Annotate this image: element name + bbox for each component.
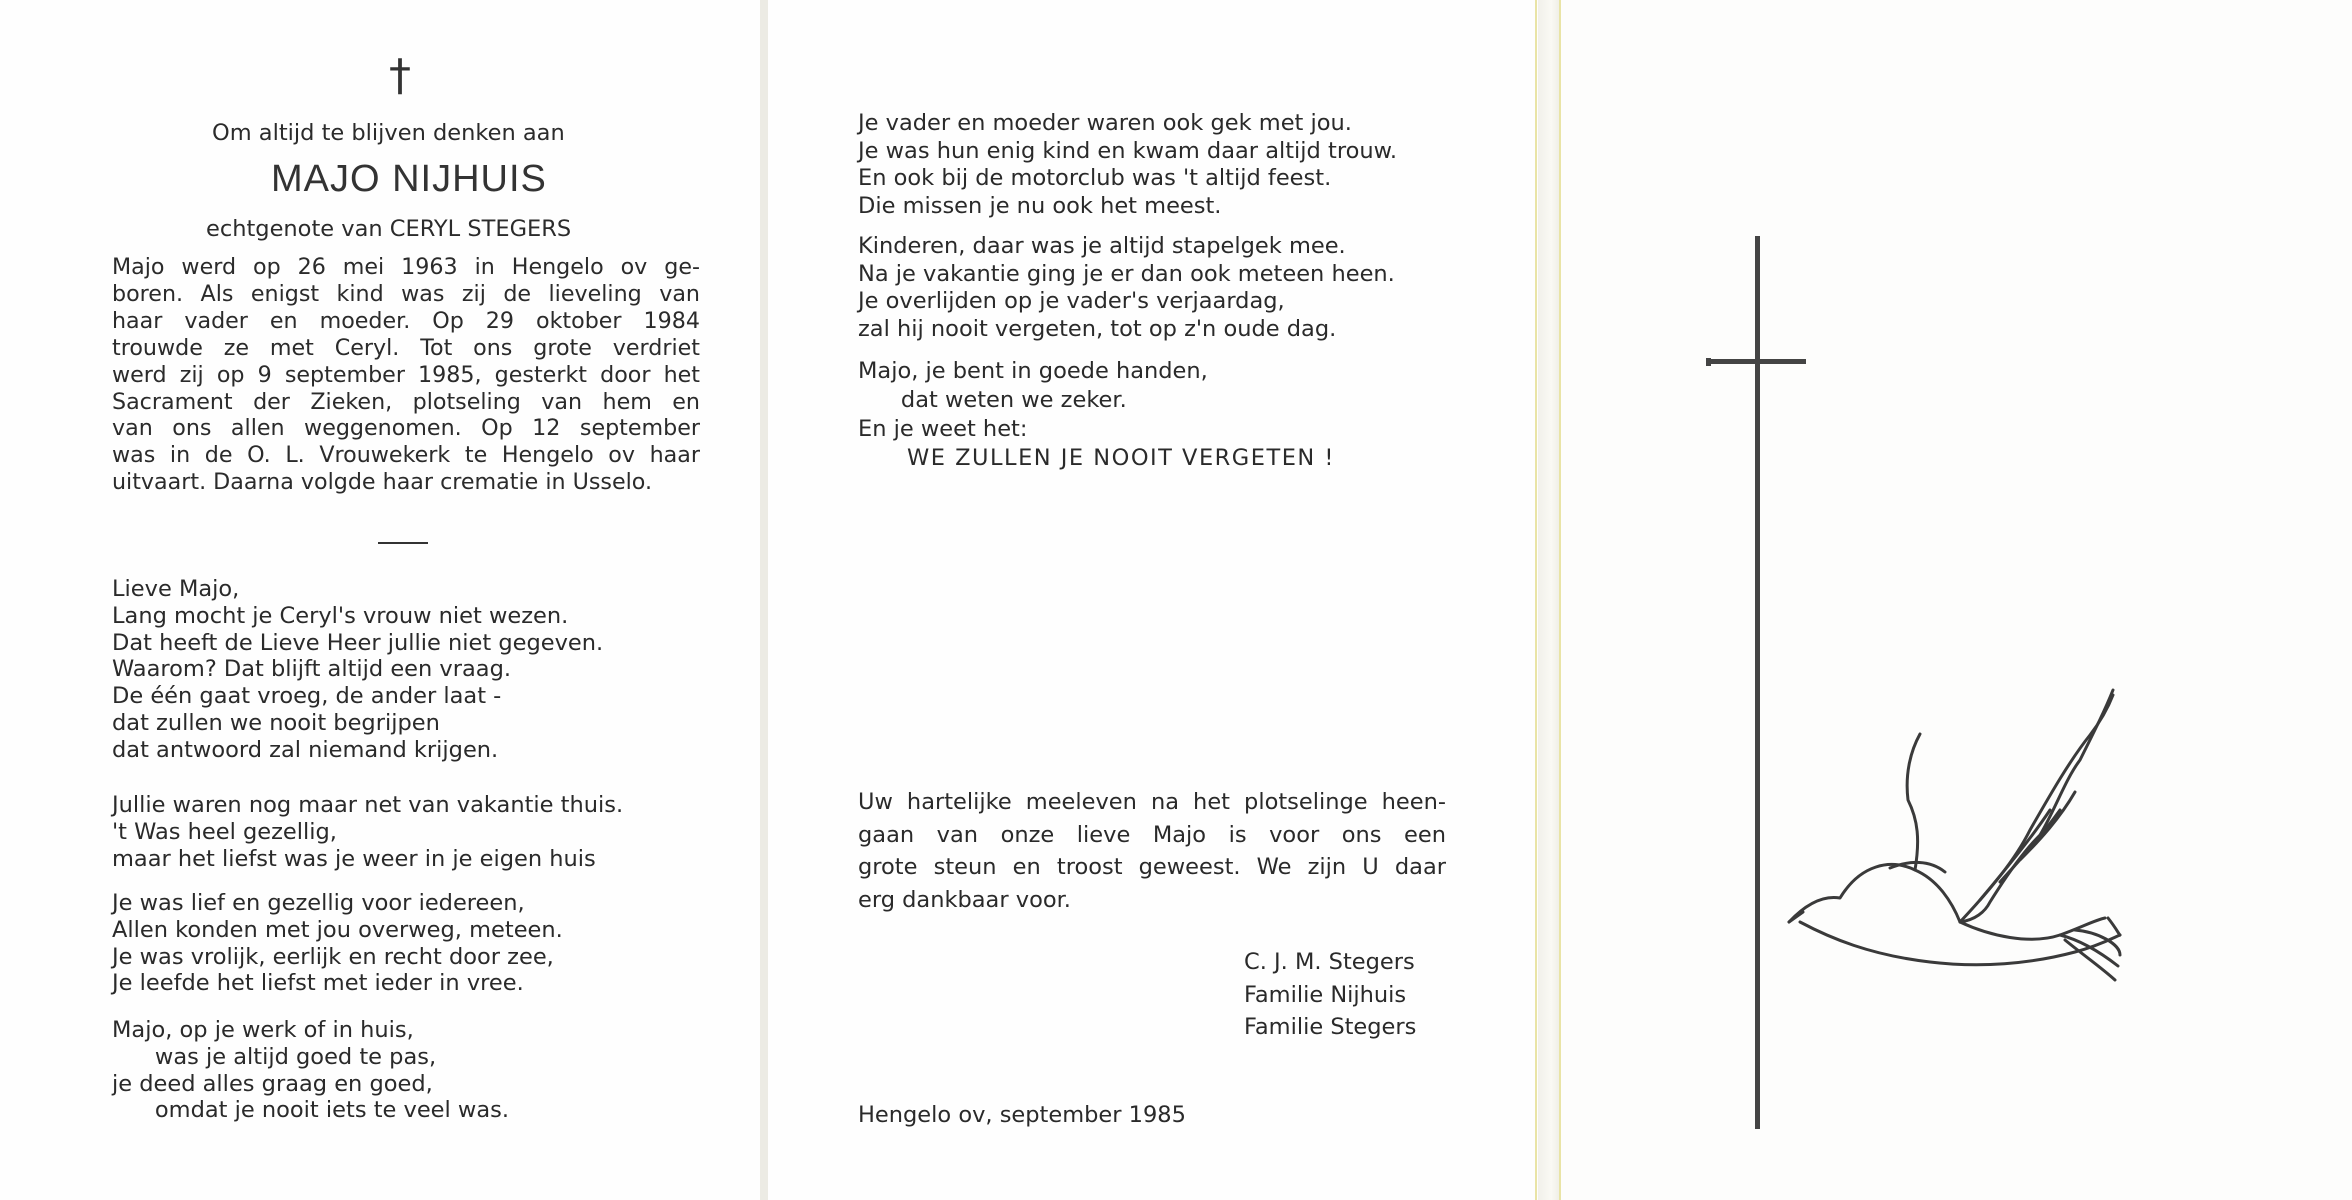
poem-line: Allen konden met jou overweg, meteen. (112, 916, 563, 943)
poem-line: Je was vrolijk, eerlijk en recht door zee, (112, 943, 554, 970)
poem-line: En ook bij de motorclub was 't altijd feest. (858, 165, 1332, 191)
spouse-line: echtgenote van CERYL STEGERS (206, 216, 572, 242)
poem-stanza-4 (112, 1017, 509, 1124)
middle-stanza-3 (858, 357, 1208, 444)
yellow-edge-1 (1535, 0, 1537, 1200)
poem-line: Je leefde het liefst met ieder in vree. (112, 970, 524, 997)
poem-line: zal hij nooit vergeten, tot op z'n oude dag. (858, 315, 1337, 342)
thanks-line: grote steun en troost geweest. We zijn U daar (858, 854, 1446, 880)
thanks-line: gaan van onze lieve Majo is voor ons een (858, 821, 1446, 848)
middle-stanza-1 (858, 110, 1397, 220)
poem-line: dat antwoord zal niemand krijgen. (112, 736, 499, 763)
fold-line-1 (760, 0, 768, 1200)
poem-line: was je altijd goed te pas, (112, 1043, 437, 1070)
signature-line: Familie Stegers (1244, 1014, 1417, 1040)
poem-line: Je was lief en gezellig voor iedereen, (112, 890, 525, 916)
fold-line-2 (1538, 0, 1560, 1200)
poem-line: Lieve Majo, (112, 576, 240, 602)
bio-line: van ons allen weggenomen. Op 12 september (112, 415, 700, 442)
poem-line: 't Was heel gezellig, (112, 818, 337, 845)
bio-line: Sacrament der Zieken, plotseling van hem en (112, 388, 700, 415)
poem-line: dat weten we zeker. (858, 387, 1127, 413)
poem-line: Je vader en moeder waren ook gek met jou. (858, 110, 1352, 136)
small-cross-icon: † (389, 50, 411, 101)
poem-line: Jullie waren nog maar net van vakantie thuis. (112, 792, 624, 818)
poem-line: Lang mocht je Ceryl's vrouw niet wezen. (112, 602, 569, 629)
deceased-name: MAJO NIJHUIS (271, 158, 547, 200)
cross-icon (1706, 236, 1806, 1129)
signature-line: Familie Nijhuis (1244, 981, 1407, 1008)
poem-line: Majo, op je werk of in huis, (112, 1017, 414, 1043)
poem-line: Die missen je nu ook het meest. (858, 192, 1222, 219)
bio-line: boren. Als enigst kind was zij de lieveling van (112, 280, 700, 307)
poem-stanza-2 (112, 792, 623, 872)
biography (112, 254, 700, 496)
bio-line: uitvaart. Daarna volgde haar crematie in Usselo. (112, 469, 653, 496)
bio-line: haar vader en moeder. Op 29 oktober 1984 (112, 307, 700, 334)
poem-line: De één gaat vroeg, de ander laat - (112, 683, 502, 710)
middle-stanza-2 (858, 233, 1395, 343)
place-date: Hengelo ov, september 1985 (858, 1102, 1186, 1128)
poem-line: En je weet het: (858, 416, 1028, 442)
never-forget-line: WE ZULLEN JE NOOIT VERGETEN ! (907, 445, 1335, 471)
dove-icon (1789, 690, 2120, 980)
cover-illustration (1560, 0, 2352, 1200)
poem-line: je deed alles graag en goed, (112, 1070, 433, 1097)
poem-line: Je overlijden op je vader's verjaardag, (858, 288, 1285, 314)
poem-line: Majo, je bent in goede handen, (858, 358, 1208, 384)
signatures (1244, 946, 1416, 1044)
poem-stanza-1 (112, 576, 603, 764)
poem-line: maar het liefst was je weer in je eigen huis (112, 845, 596, 872)
thanks-line: erg dankbaar voor. (858, 886, 1071, 913)
intro-text: Om altijd te blijven denken aan (212, 120, 565, 146)
thanks-line: Uw hartelijke meeleven na het plotselinge heen- (858, 789, 1446, 815)
bio-line: was in de O. L. Vrouwekerk te Hengelo ov haar (112, 442, 700, 469)
poem-line: Kinderen, daar was je altijd stapelgek mee. (858, 233, 1346, 259)
poem-line: Dat heeft de Lieve Heer jullie niet gegeven. (112, 629, 604, 656)
poem-line: omdat je nooit iets te veel was. (112, 1097, 509, 1124)
separator-dash (378, 542, 428, 544)
signature-line: C. J. M. Stegers (1244, 949, 1415, 975)
thanks-paragraph (858, 786, 1446, 916)
bio-line: werd zij op 9 september 1985, gesterkt door het (112, 361, 700, 388)
poem-line: Waarom? Dat blijft altijd een vraag. (112, 656, 512, 683)
poem-line: Je was hun enig kind en kwam daar altijd trouw. (858, 137, 1398, 164)
bio-line: trouwde ze met Ceryl. Tot ons grote verdriet (112, 334, 700, 361)
poem-line: dat zullen we nooit begrijpen (112, 709, 440, 736)
poem-stanza-3 (112, 890, 563, 997)
poem-line: Na je vakantie ging je er dan ook meteen heen. (858, 260, 1395, 287)
bio-line: Majo werd op 26 mei 1963 in Hengelo ov ge- (112, 254, 700, 280)
